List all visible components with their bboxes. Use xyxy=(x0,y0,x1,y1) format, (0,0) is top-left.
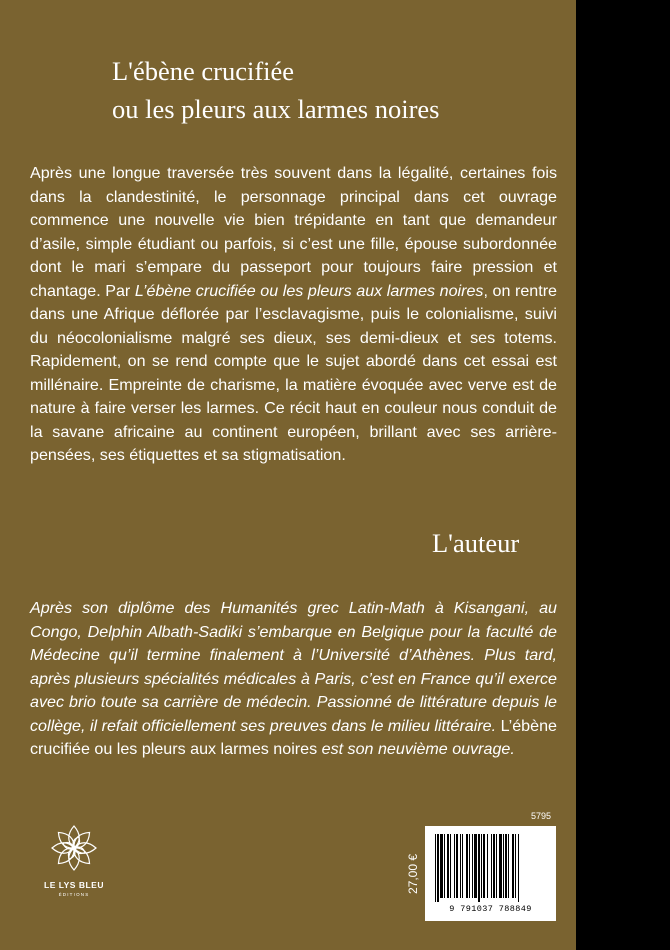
publisher-subtitle: ÉDITIONS xyxy=(58,892,90,897)
price-container xyxy=(404,826,422,921)
publisher-name: LE LYS BLEU xyxy=(44,880,104,890)
barcode-bar xyxy=(503,834,504,898)
barcode-bar xyxy=(493,834,495,898)
barcode-bar xyxy=(437,834,439,902)
isbn-number: 9 791037 788849 xyxy=(449,904,532,914)
book-code: 5795 xyxy=(531,811,552,821)
author-bio-text: Après son diplôme des Humanités grec Latin-Math à Kisangani, au Congo, Delphin Albath-Sadiki s’embarque en Belgique pour la faculté de Médecine qu’il termine finalement à l’Université d’Athènes. Plus tard, après plusieurs spécialités médicales à Paris, c’est en France qu’il exerce avec brio toute sa carrière de médecin. Passionné de littérature depuis le collège, il refait officiellement ses preuves dans le milieu littéraire. xyxy=(30,599,557,735)
barcode-bar xyxy=(508,834,509,898)
synopsis-italic-title: L’ébène crucifiée ou les pleurs aux larmes noires xyxy=(134,281,484,300)
barcode-bar xyxy=(515,834,516,898)
barcode-bar xyxy=(474,834,477,898)
price-label: 27,00 € xyxy=(406,853,420,894)
author-bio-paragraph xyxy=(30,597,557,762)
barcode-bar xyxy=(472,834,473,898)
barcode-bar xyxy=(469,834,470,898)
barcode-bar xyxy=(478,834,480,902)
barcode-bar xyxy=(444,834,445,898)
author-bio-ending: est son neuvième ouvrage. xyxy=(317,740,515,758)
barcode-bar xyxy=(483,834,485,898)
spine-edge xyxy=(576,0,670,950)
synopsis-text-1: Après une longue traversée très souvent dans la légalité, certaines fois dans la clandestinité, le personnage principal dans cet ouvrage commence une nouvelle vie bien trépidante en tant que demandeur d’asile, simple étudiant ou parfois, si c’est une fille, épouse subordonnée dont le mari s’empare du passeport pour toujours faire pression et chantage. Par xyxy=(30,164,557,300)
barcode-bar xyxy=(456,834,458,898)
barcode-bar xyxy=(481,834,482,898)
book-title-line-1: L'ébène crucifiée xyxy=(112,56,295,86)
lotus-flower-icon xyxy=(48,822,100,874)
barcode-bar xyxy=(505,834,507,898)
author-bio-book-title: L’ébène crucifiée ou les pleurs aux larmes noires xyxy=(30,716,557,758)
barcode-bar xyxy=(487,834,488,898)
barcode-bar xyxy=(491,834,492,898)
barcode-bar xyxy=(440,834,443,898)
publisher-logo xyxy=(38,822,110,910)
barcode-bar xyxy=(460,834,461,898)
barcode xyxy=(425,826,556,921)
barcode-bar xyxy=(435,834,436,902)
synopsis-text-2: , on rentre dans une Afrique déflorée par l’esclavagisme, puis le colonialisme, suivi du néocolonialisme malgré ses dieux, ses demi-dieux et ses totems. Rapidement, on se rend compte que le sujet abordé dans cet essai est millénaire. Empreinte de charisme, la matière évoquée avec verve est de nature à faire verser les larmes. Ce récit haut en couleur nous conduit de la savane africaine au continent européen, brillant avec ses arrière-pensées, ses étiquettes et sa stigmatisation. xyxy=(30,281,557,464)
author-heading: L'auteur xyxy=(432,528,520,558)
barcode-bar xyxy=(512,834,514,898)
barcode-bar xyxy=(518,834,519,902)
barcode-bar xyxy=(454,834,455,898)
barcode-bar xyxy=(496,834,497,898)
barcode-bars xyxy=(433,834,548,902)
synopsis-paragraph xyxy=(30,162,557,468)
barcode-bar xyxy=(450,834,451,898)
book-title xyxy=(112,52,440,128)
barcode-bar xyxy=(447,834,449,898)
book-title-line-2: ou les pleurs aux larmes noires xyxy=(112,94,440,124)
barcode-bar xyxy=(462,834,463,898)
barcode-bar xyxy=(499,834,502,898)
barcode-bar xyxy=(466,834,468,898)
